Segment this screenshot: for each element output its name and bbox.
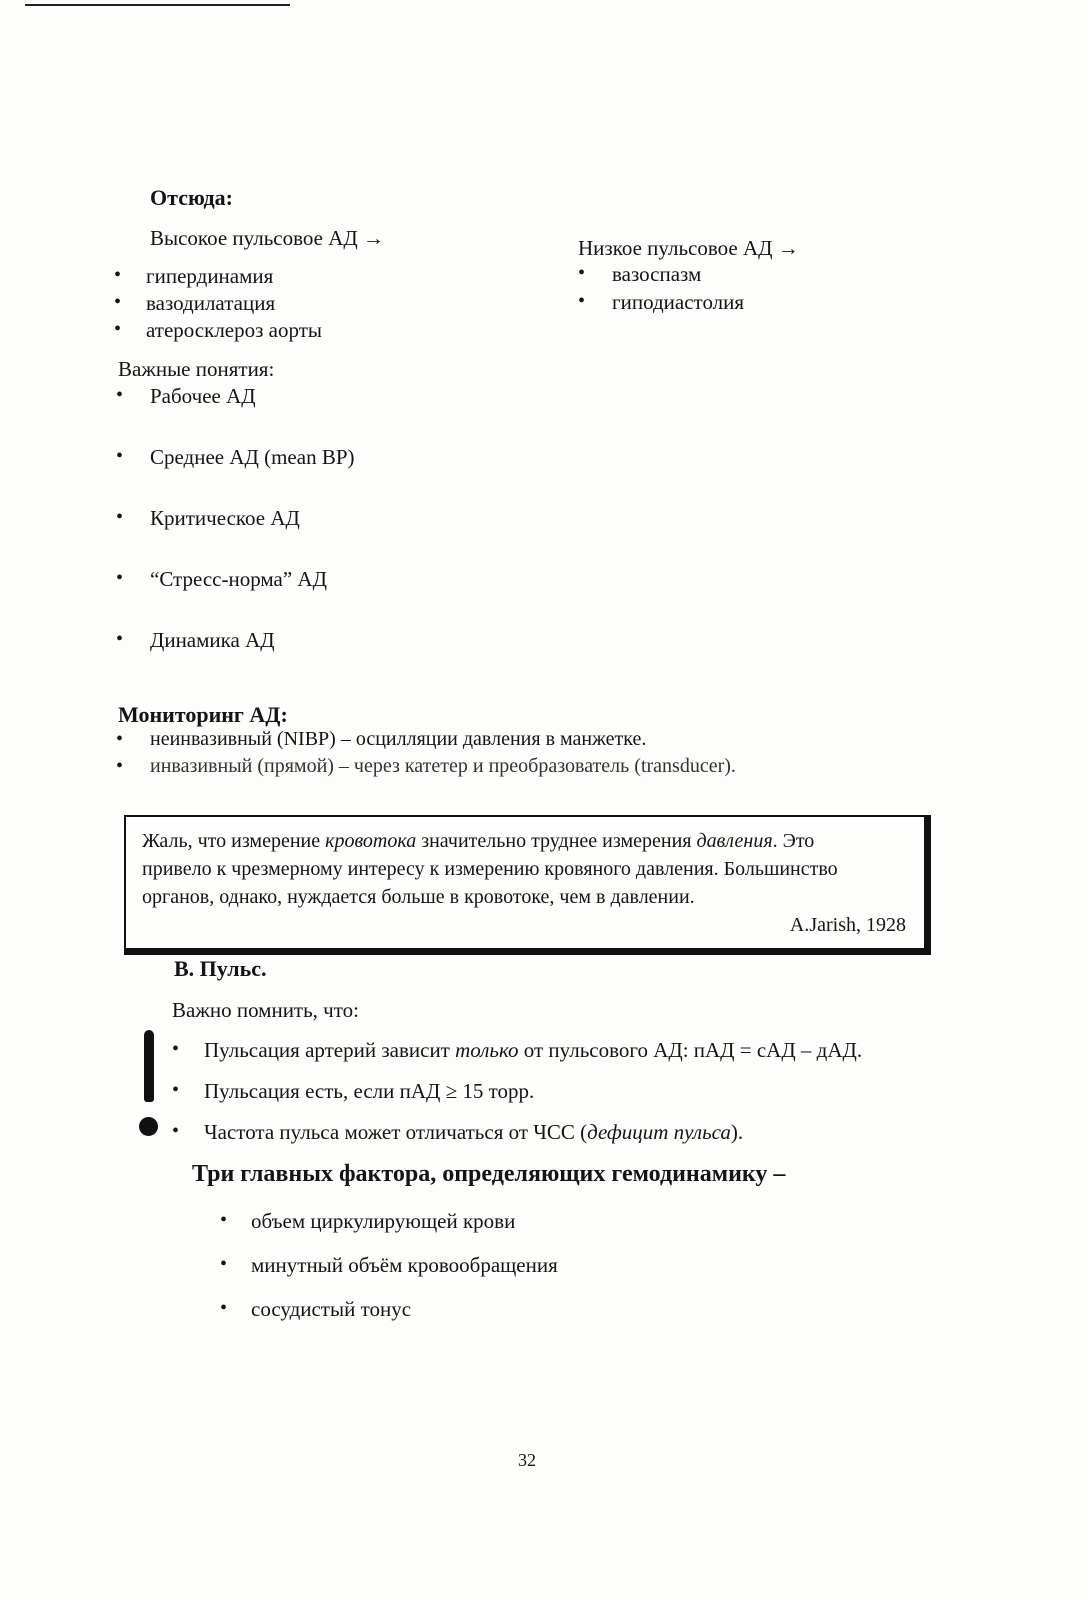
- low-pulse-title: Низкое пульсовое АД →: [578, 236, 799, 260]
- pulse-title: B. Пульс.: [174, 956, 267, 981]
- factors-title: Три главных фактора, определяющих гемодинамику –: [192, 1161, 786, 1187]
- quote-line: органов, однако, нуждается больше в кровотоке, чем в давлении.: [142, 886, 695, 908]
- high-pulse-title: Высокое пульсовое АД →: [150, 226, 384, 250]
- exclamation-dot-icon: [139, 1117, 158, 1136]
- quote-box: [124, 815, 931, 955]
- section-heading: Отсюда:: [150, 185, 233, 210]
- concepts-title: Важные понятия:: [118, 357, 275, 381]
- exclamation-icon: [144, 1030, 154, 1102]
- quote-author: A.Jarish, 1928: [789, 914, 906, 936]
- monitoring-title: Мониторинг АД:: [118, 702, 288, 727]
- page-number: 32: [518, 1450, 536, 1470]
- quote-line: привело к чрезмерному интересу к измерению кровяного давления. Большинство: [142, 858, 838, 880]
- quote-line: Жаль, что измерение кровотока значительно труднее измерения давления. Это: [142, 830, 815, 852]
- top-rule: [25, 4, 290, 6]
- pulse-intro: Важно помнить, что:: [172, 998, 359, 1022]
